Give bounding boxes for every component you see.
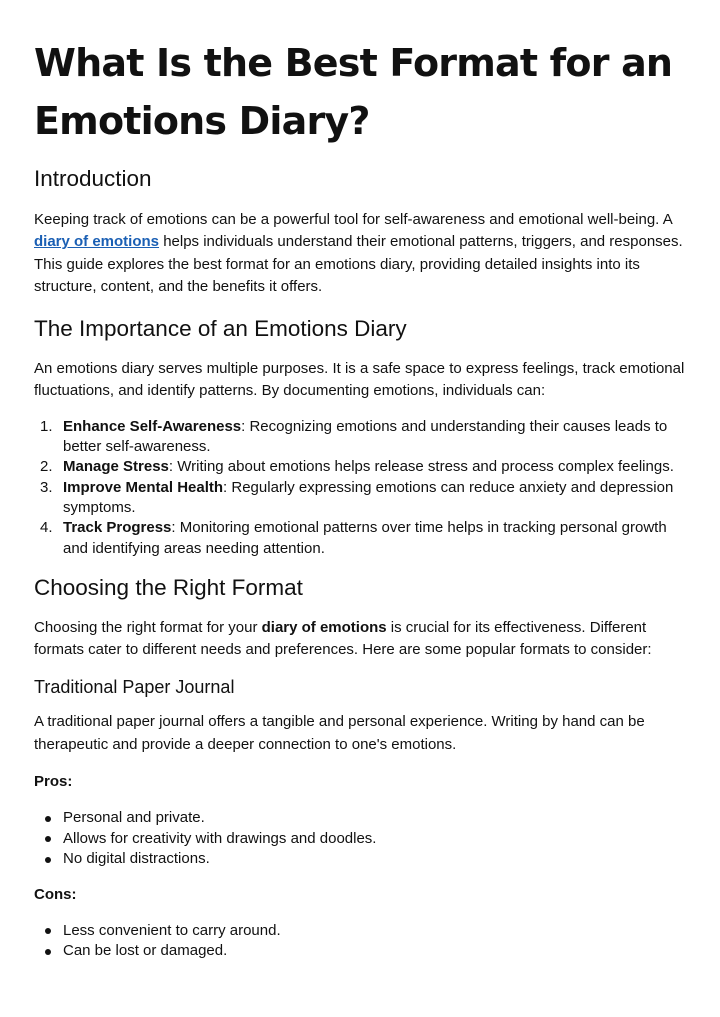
list-number: 3. xyxy=(40,478,53,496)
list-item-text: : Regularly expressing emotions can reduce anxiety and depression symptoms. xyxy=(63,478,674,516)
list-item-text: : Recognizing emotions and understanding their causes leads to better self-awareness. xyxy=(63,417,668,456)
list-number: 4. xyxy=(40,519,53,537)
list-item xyxy=(34,829,694,850)
cons-list xyxy=(34,921,694,962)
intro-heading: Introduction xyxy=(34,166,152,191)
benefits-list xyxy=(34,417,694,559)
bullet-icon xyxy=(45,857,51,863)
list-item xyxy=(34,921,694,942)
list-item-term: Improve Mental Health xyxy=(63,478,224,496)
list-item xyxy=(34,478,694,519)
intro-text-end: helps individuals understand their emotional patterns, triggers, and responses. This guide explores the best format for an emotions diary, providing detailed insights into its structure, content, and the benefits it offers. xyxy=(34,233,683,295)
list-item xyxy=(34,849,694,870)
intro-text-start: Keeping track of emotions can be a powerful tool for self-awareness and emotional well-being. A xyxy=(34,211,672,228)
diary-of-emotions-link[interactable]: diary of emotions xyxy=(34,233,160,251)
list-item-text: : Monitoring emotional patterns over time helps in tracking personal growth and identifying areas needing attention. xyxy=(63,519,667,557)
list-item xyxy=(34,808,694,829)
list-item-text: Allows for creativity with drawings and doodles. xyxy=(63,829,377,847)
list-item xyxy=(34,457,694,477)
list-item-text: Personal and private. xyxy=(63,809,205,827)
list-item-text: Can be lost or damaged. xyxy=(63,942,228,960)
choosing-paragraph xyxy=(34,617,694,662)
importance-heading: The Importance of an Emotions Diary xyxy=(34,316,407,342)
cons-label: Cons: xyxy=(34,885,77,903)
bullet-icon xyxy=(45,836,51,842)
list-item-term: Manage Stress xyxy=(63,458,169,476)
pros-list xyxy=(34,808,694,870)
choosing-bold-term: diary of emotions xyxy=(261,618,387,636)
document-page xyxy=(34,34,694,962)
page-title: What Is the Best Format for an Emotions Diary? xyxy=(34,41,673,143)
paper-journal-paragraph: A traditional paper journal offers a tangible and personal experience. Writing by hand can be therapeutic and provide a deeper connection to one's emotions. xyxy=(34,713,645,753)
choosing-text-end: is crucial for its effectiveness. Different formats cater to different needs and preferences. Here are some popular formats to consider: xyxy=(34,618,652,659)
bullet-icon xyxy=(45,949,51,955)
list-item xyxy=(34,518,694,559)
list-item-term: Enhance Self-Awareness xyxy=(63,417,242,435)
intro-paragraph xyxy=(34,209,694,298)
list-item-text: : Writing about emotions helps release stress and process complex feelings. xyxy=(168,458,674,476)
choosing-heading: Choosing the Right Format xyxy=(34,574,303,600)
importance-paragraph: An emotions diary serves multiple purposes. It is a safe space to express feelings, track emotional fluctuations, and identify patterns. By documenting emotions, individuals can: xyxy=(34,360,685,400)
bullet-icon xyxy=(45,928,51,934)
list-number: 1. xyxy=(40,417,53,435)
paper-journal-heading: Traditional Paper Journal xyxy=(34,677,235,698)
list-number: 2. xyxy=(40,458,53,476)
pros-label: Pros: xyxy=(34,773,73,791)
bullet-icon xyxy=(45,816,51,822)
list-item-term: Track Progress xyxy=(63,519,172,537)
list-item xyxy=(34,417,694,458)
list-item-text: No digital distractions. xyxy=(63,850,210,868)
list-item-text: Less convenient to carry around. xyxy=(63,921,281,939)
choosing-text-start: Choosing the right format for your xyxy=(34,618,262,636)
list-item xyxy=(34,941,694,962)
